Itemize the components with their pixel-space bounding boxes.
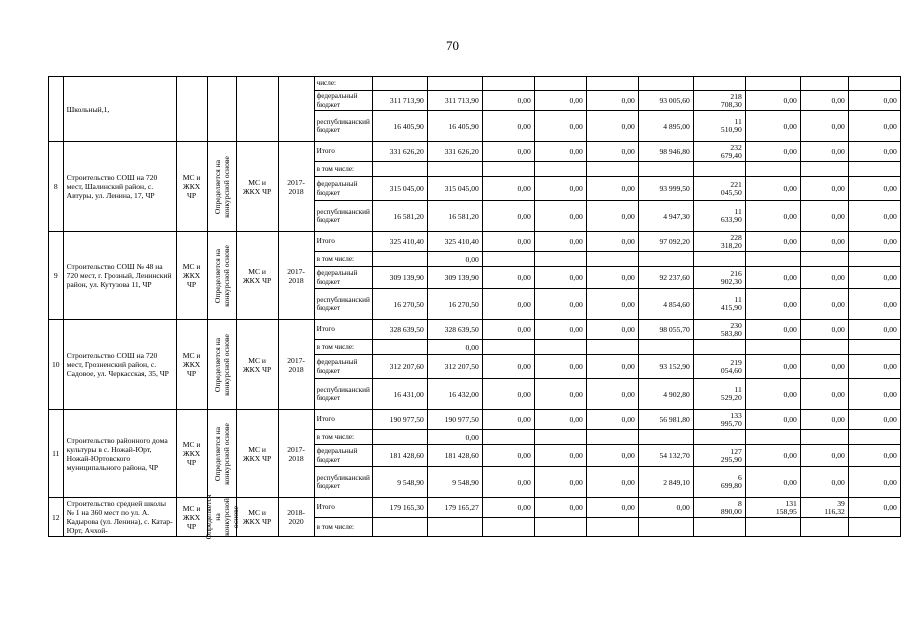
funding-source-label: республиканский бюджет [314, 467, 372, 498]
amount-cell [427, 162, 482, 177]
contest-cell [207, 410, 236, 498]
amount-cell: 98 946,80 [638, 142, 693, 162]
amount-cell [800, 252, 848, 267]
contest-text: Определяется на конкурсной основе [212, 333, 231, 396]
amount-cell: 9 548,90 [372, 467, 427, 498]
amount-cell: 315 045,00 [427, 177, 482, 201]
object-name: Строительство СОШ на 720 мест, Грозненский район, с. Садовое, ул. Черкасская, 35, ЧР [63, 320, 176, 410]
amount-cell: 0,00 [482, 142, 534, 162]
row-number: 12 [49, 498, 64, 537]
amount-cell: 0,00 [427, 430, 482, 445]
table-row [49, 498, 901, 518]
amount-cell: 331 626,20 [372, 142, 427, 162]
executor-cell: МС и ЖКХ ЧР [236, 142, 278, 232]
amount-cell: 0,00 [586, 445, 638, 467]
amount-cell: 0,00 [800, 177, 848, 201]
amount-cell: 0,00 [482, 111, 534, 142]
period-cell: 2018-2020 [278, 498, 314, 537]
amount-cell: 0,00 [534, 201, 586, 232]
amount-cell: 0,00 [482, 355, 534, 379]
amount-cell: 97 092,20 [638, 232, 693, 252]
amount-cell [800, 430, 848, 445]
amount-cell: 0,00 [800, 467, 848, 498]
amount-cell: 0,00 [482, 177, 534, 201]
amount-cell: 0,00 [848, 91, 900, 111]
funding-source-label: Итого [314, 232, 372, 252]
amount-cell: 0,00 [848, 467, 900, 498]
amount-cell [534, 430, 586, 445]
amount-cell: 6 699,80 [693, 467, 745, 498]
amount-cell: 0,00 [848, 177, 900, 201]
amount-cell [638, 518, 693, 537]
amount-cell: 0,00 [534, 410, 586, 430]
object-name: Строительство СОШ на 720 мест, Шалинский район, с. Автуры, ул. Ленина, 17, ЧР [63, 142, 176, 232]
amount-cell: 0,00 [745, 445, 800, 467]
object-name: Строительство СОШ № 48 на 720 мест, г. Грозный, Ленинский район, ул. Кутузова 11, ЧР [63, 232, 176, 320]
row-number: 11 [49, 410, 64, 498]
amount-cell [427, 518, 482, 537]
row-number: 10 [49, 320, 64, 410]
amount-cell: 181 428,60 [427, 445, 482, 467]
customer-cell: МС и ЖКХ ЧР [176, 232, 207, 320]
amount-cell [848, 340, 900, 355]
amount-cell: 0,00 [800, 142, 848, 162]
amount-cell: 16 432,00 [427, 379, 482, 410]
amount-cell [745, 77, 800, 91]
amount-cell: 0,00 [534, 498, 586, 518]
amount-cell: 0,00 [745, 320, 800, 340]
amount-cell: 39 116,32 [800, 498, 848, 518]
funding-source-label: федеральный бюджет [314, 267, 372, 289]
amount-cell: 16 270,50 [372, 289, 427, 320]
amount-cell: 0,00 [800, 379, 848, 410]
funding-source-label: республиканский бюджет [314, 111, 372, 142]
amount-cell: 0,00 [848, 320, 900, 340]
funding-source-label: в том числе: [314, 162, 372, 177]
contest-cell [203, 494, 240, 540]
amount-cell [534, 77, 586, 91]
amount-cell: 11 633,90 [693, 201, 745, 232]
amount-cell: 0,00 [800, 410, 848, 430]
amount-cell [427, 77, 482, 91]
amount-cell: 309 139,90 [372, 267, 427, 289]
executor-cell: МС и ЖКХ ЧР [236, 320, 278, 410]
amount-cell: 0,00 [800, 111, 848, 142]
amount-cell [586, 162, 638, 177]
amount-cell [586, 340, 638, 355]
contest-cell [207, 320, 236, 410]
amount-cell: 0,00 [800, 91, 848, 111]
amount-cell [800, 340, 848, 355]
executor-cell: МС и ЖКХ ЧР [236, 498, 278, 537]
amount-cell [482, 340, 534, 355]
amount-cell [800, 162, 848, 177]
amount-cell [482, 252, 534, 267]
amount-cell: 131 158,95 [745, 498, 800, 518]
amount-cell: 93 005,60 [638, 91, 693, 111]
period-cell: 2017-2018 [278, 232, 314, 320]
customer-cell: МС и ЖКХ ЧР [176, 142, 207, 232]
funding-source-label: в том числе: [314, 340, 372, 355]
amount-cell: 0,00 [848, 355, 900, 379]
amount-cell: 311 713,90 [372, 91, 427, 111]
amount-cell [586, 77, 638, 91]
amount-cell: 0,00 [586, 142, 638, 162]
amount-cell: 0,00 [427, 252, 482, 267]
amount-cell: 56 981,80 [638, 410, 693, 430]
amount-cell: 0,00 [482, 201, 534, 232]
funding-source-label: числе: [314, 77, 372, 91]
amount-cell: 4 854,60 [638, 289, 693, 320]
amount-cell: 0,00 [482, 445, 534, 467]
amount-cell: 179 165,30 [372, 498, 427, 518]
amount-cell [372, 162, 427, 177]
funding-source-label: Итого [314, 320, 372, 340]
amount-cell [693, 252, 745, 267]
amount-cell: 93 152,90 [638, 355, 693, 379]
amount-cell: 4 902,80 [638, 379, 693, 410]
amount-cell: 0,00 [482, 410, 534, 430]
amount-cell [586, 518, 638, 537]
amount-cell: 0,00 [638, 498, 693, 518]
table-row [49, 232, 901, 252]
amount-cell: 127 295,90 [693, 445, 745, 467]
funding-source-label: республиканский бюджет [314, 201, 372, 232]
amount-cell [800, 518, 848, 537]
amount-cell: 0,00 [745, 289, 800, 320]
amount-cell: 0,00 [800, 267, 848, 289]
amount-cell [848, 77, 900, 91]
amount-cell: 216 902,30 [693, 267, 745, 289]
amount-cell: 0,00 [586, 267, 638, 289]
amount-cell: 0,00 [534, 445, 586, 467]
amount-cell: 312 207,50 [427, 355, 482, 379]
amount-cell: 190 977,50 [372, 410, 427, 430]
amount-cell [745, 430, 800, 445]
amount-cell: 181 428,60 [372, 445, 427, 467]
amount-cell [638, 252, 693, 267]
amount-cell: 0,00 [800, 320, 848, 340]
contest-text: Определяется на конкурсной основе [212, 422, 231, 485]
funding-source-label: в том числе: [314, 518, 372, 537]
amount-cell: 0,00 [482, 289, 534, 320]
amount-cell: 311 713,90 [427, 91, 482, 111]
amount-cell: 328 639,50 [372, 320, 427, 340]
amount-cell: 11 529,20 [693, 379, 745, 410]
amount-cell [372, 340, 427, 355]
amount-cell: 0,00 [745, 379, 800, 410]
amount-cell: 16 581,20 [427, 201, 482, 232]
amount-cell: 0,00 [482, 467, 534, 498]
amount-cell [586, 252, 638, 267]
amount-cell: 0,00 [482, 379, 534, 410]
amount-cell [638, 162, 693, 177]
amount-cell: 0,00 [800, 201, 848, 232]
amount-cell [638, 77, 693, 91]
amount-cell: 0,00 [534, 267, 586, 289]
amount-cell: 0,00 [848, 379, 900, 410]
amount-cell: 331 626,20 [427, 142, 482, 162]
amount-cell: 0,00 [848, 111, 900, 142]
period-cell [278, 77, 314, 142]
row-number: 8 [49, 142, 64, 232]
amount-cell: 0,00 [482, 320, 534, 340]
amount-cell [848, 162, 900, 177]
customer-cell: МС и ЖКХ ЧР [176, 498, 207, 537]
amount-cell [534, 518, 586, 537]
amount-cell [482, 77, 534, 91]
contest-text: Определяется на конкурсной основе [212, 155, 231, 218]
funding-source-label: федеральный бюджет [314, 91, 372, 111]
funding-source-label: федеральный бюджет [314, 355, 372, 379]
amount-cell: 0,00 [534, 379, 586, 410]
period-cell: 2017-2018 [278, 142, 314, 232]
amount-cell [745, 162, 800, 177]
amount-cell: 0,00 [586, 410, 638, 430]
amount-cell: 0,00 [745, 177, 800, 201]
amount-cell [693, 162, 745, 177]
amount-cell: 0,00 [534, 177, 586, 201]
object-name: Школьный,1, [63, 77, 176, 142]
amount-cell: 0,00 [745, 267, 800, 289]
executor-cell: МС и ЖКХ ЧР [236, 410, 278, 498]
amount-cell: 0,00 [534, 91, 586, 111]
amount-cell [848, 518, 900, 537]
amount-cell: 228 318,20 [693, 232, 745, 252]
amount-cell [693, 340, 745, 355]
amount-cell: 0,00 [848, 267, 900, 289]
amount-cell: 232 679,40 [693, 142, 745, 162]
amount-cell [745, 252, 800, 267]
amount-cell: 98 055,70 [638, 320, 693, 340]
amount-cell [372, 518, 427, 537]
amount-cell: 230 583,80 [693, 320, 745, 340]
page-number: 70 [446, 38, 459, 53]
amount-cell: 315 045,00 [372, 177, 427, 201]
amount-cell: 0,00 [586, 201, 638, 232]
funding-source-label: в том числе: [314, 430, 372, 445]
amount-cell [745, 518, 800, 537]
amount-cell: 190 977,50 [427, 410, 482, 430]
customer-cell [176, 77, 207, 142]
amount-cell: 0,00 [848, 142, 900, 162]
amount-cell: 0,00 [482, 91, 534, 111]
executor-cell: МС и ЖКХ ЧР [236, 232, 278, 320]
amount-cell: 0,00 [800, 289, 848, 320]
amount-cell: 0,00 [586, 498, 638, 518]
funding-source-label: федеральный бюджет [314, 177, 372, 201]
amount-cell: 0,00 [534, 142, 586, 162]
amount-cell: 0,00 [586, 111, 638, 142]
amount-cell: 0,00 [482, 267, 534, 289]
funding-source-label: республиканский бюджет [314, 379, 372, 410]
amount-cell: 0,00 [848, 410, 900, 430]
amount-cell: 0,00 [848, 445, 900, 467]
funding-source-label: республиканский бюджет [314, 289, 372, 320]
amount-cell: 0,00 [534, 320, 586, 340]
amount-cell: 0,00 [745, 410, 800, 430]
amount-cell [372, 430, 427, 445]
amount-cell: 0,00 [586, 91, 638, 111]
row-number: 9 [49, 232, 64, 320]
amount-cell [693, 430, 745, 445]
table-row [49, 410, 901, 430]
amount-cell: 8 890,00 [693, 498, 745, 518]
amount-cell: 9 548,90 [427, 467, 482, 498]
amount-cell: 16 405,90 [427, 111, 482, 142]
amount-cell: 0,00 [848, 232, 900, 252]
amount-cell: 0,00 [745, 232, 800, 252]
amount-cell [848, 252, 900, 267]
amount-cell [693, 518, 745, 537]
amount-cell: 0,00 [534, 355, 586, 379]
amount-cell [638, 430, 693, 445]
amount-cell: 0,00 [427, 340, 482, 355]
object-name: Строительство районного дома культуры в с. Ножай-Юрт, Ножай-Юртовского муниципального района, ЧР [63, 410, 176, 498]
amount-cell: 16 270,50 [427, 289, 482, 320]
amount-cell: 0,00 [745, 111, 800, 142]
amount-cell: 133 995,70 [693, 410, 745, 430]
contest-cell [207, 77, 236, 142]
amount-cell [372, 252, 427, 267]
table-row [49, 77, 901, 91]
amount-cell: 0,00 [586, 355, 638, 379]
customer-cell: МС и ЖКХ ЧР [176, 410, 207, 498]
amount-cell: 0,00 [800, 445, 848, 467]
amount-cell [534, 162, 586, 177]
amount-cell: 325 410,40 [372, 232, 427, 252]
funding-source-label: Итого [314, 410, 372, 430]
amount-cell: 11 510,90 [693, 111, 745, 142]
amount-cell: 4 895,00 [638, 111, 693, 142]
amount-cell [745, 340, 800, 355]
funding-source-label: Итого [314, 142, 372, 162]
amount-cell [693, 77, 745, 91]
amount-cell: 0,00 [586, 232, 638, 252]
amount-cell: 0,00 [586, 289, 638, 320]
amount-cell: 54 132,70 [638, 445, 693, 467]
amount-cell: 2 849,10 [638, 467, 693, 498]
table-row [49, 142, 901, 162]
amount-cell: 0,00 [534, 289, 586, 320]
amount-cell: 0,00 [745, 142, 800, 162]
amount-cell: 16 405,90 [372, 111, 427, 142]
amount-cell: 0,00 [800, 355, 848, 379]
row-number [49, 77, 64, 142]
amount-cell [586, 430, 638, 445]
amount-cell: 16 431,00 [372, 379, 427, 410]
amount-cell: 0,00 [745, 467, 800, 498]
amount-cell [482, 518, 534, 537]
budget-table [48, 76, 901, 540]
amount-cell: 16 581,20 [372, 201, 427, 232]
amount-cell: 0,00 [745, 201, 800, 232]
amount-cell: 0,00 [848, 289, 900, 320]
amount-cell: 0,00 [586, 320, 638, 340]
amount-cell: 0,00 [482, 498, 534, 518]
amount-cell [638, 340, 693, 355]
amount-cell: 0,00 [534, 467, 586, 498]
period-cell: 2017-2018 [278, 410, 314, 498]
amount-cell: 0,00 [586, 177, 638, 201]
amount-cell: 4 947,30 [638, 201, 693, 232]
amount-cell: 309 139,90 [427, 267, 482, 289]
amount-cell [534, 340, 586, 355]
amount-cell: 179 165,27 [427, 498, 482, 518]
amount-cell: 0,00 [745, 355, 800, 379]
amount-cell: 312 207,60 [372, 355, 427, 379]
amount-cell: 219 054,60 [693, 355, 745, 379]
contest-cell [207, 232, 236, 320]
amount-cell: 0,00 [534, 232, 586, 252]
amount-cell: 218 708,30 [693, 91, 745, 111]
amount-cell [482, 430, 534, 445]
table-row [49, 320, 901, 340]
amount-cell: 0,00 [586, 467, 638, 498]
period-cell: 2017-2018 [278, 320, 314, 410]
contest-text: Определяется на конкурсной основе [212, 244, 231, 307]
customer-cell: МС и ЖКХ ЧР [176, 320, 207, 410]
amount-cell: 0,00 [586, 379, 638, 410]
amount-cell: 0,00 [848, 498, 900, 518]
contest-cell [207, 142, 236, 232]
amount-cell [800, 77, 848, 91]
amount-cell [372, 77, 427, 91]
amount-cell: 92 237,60 [638, 267, 693, 289]
amount-cell: 93 999,50 [638, 177, 693, 201]
funding-source-label: в том числе: [314, 252, 372, 267]
amount-cell: 0,00 [800, 232, 848, 252]
amount-cell [482, 162, 534, 177]
object-name: Строительство средней школы № 1 на 360 мест по ул. А. Кадырова (ул. Ленина), с. Катар-Юрт, Ачхой- [63, 498, 176, 537]
amount-cell: 11 415,90 [693, 289, 745, 320]
amount-cell: 328 639,50 [427, 320, 482, 340]
contest-text: Определяется на конкурсной основе [203, 494, 240, 540]
amount-cell: 0,00 [745, 91, 800, 111]
amount-cell: 0,00 [482, 232, 534, 252]
amount-cell: 325 410,40 [427, 232, 482, 252]
funding-source-label: федеральный бюджет [314, 445, 372, 467]
amount-cell: 0,00 [848, 201, 900, 232]
amount-cell [848, 430, 900, 445]
amount-cell: 0,00 [534, 111, 586, 142]
amount-cell [534, 252, 586, 267]
executor-cell [236, 77, 278, 142]
amount-cell: 221 045,50 [693, 177, 745, 201]
funding-source-label: Итого [314, 498, 372, 518]
